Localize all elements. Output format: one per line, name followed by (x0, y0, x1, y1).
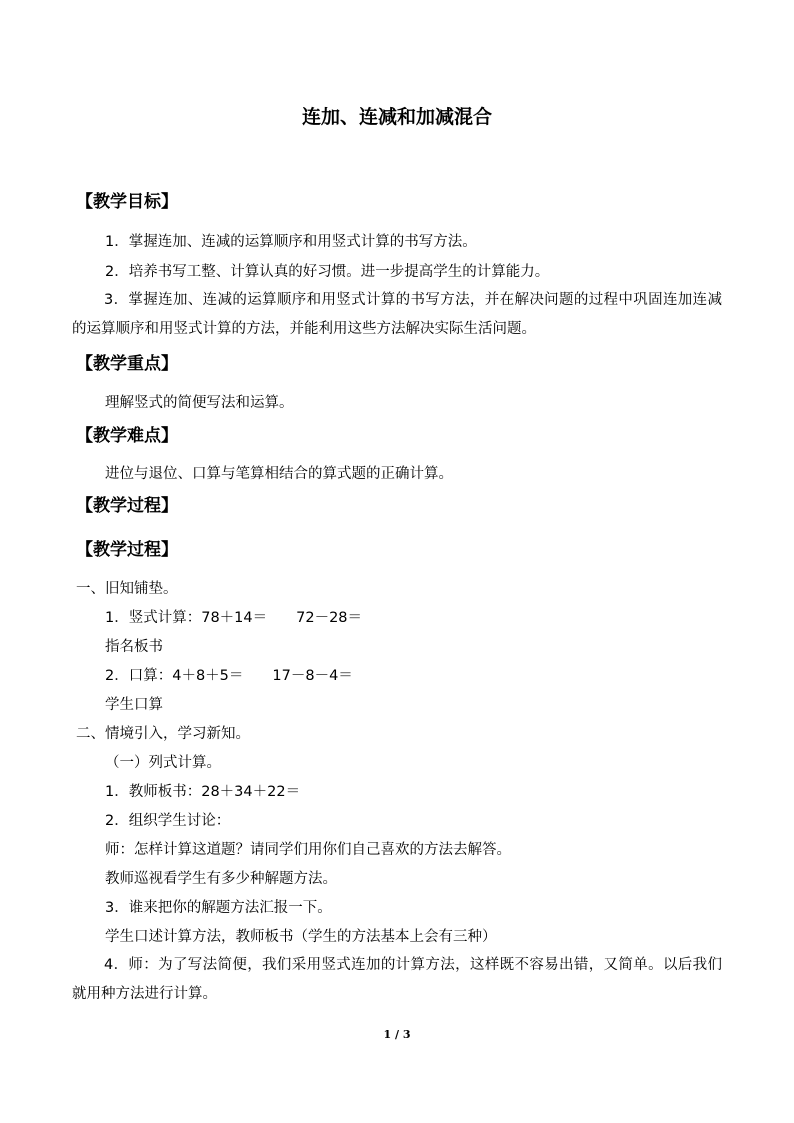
goal-item-1: 1．掌握连加、连减的运算顺序和用竖式计算的书写方法。 (105, 234, 477, 250)
part1-item1-note: 指名板书 (105, 639, 163, 655)
goal-item-2: 2．培养书写工整、计算认真的好习惯。进一步提高学生的计算能力。 (105, 264, 550, 280)
part1-title: 一、旧知铺垫。 (76, 581, 178, 597)
goal-item-3: 3．掌握连加、连减的运算顺序和用竖式计算的书写方法，并在解决问题的过程中巩固连加连减的运算顺序和用竖式计算的方法，并能利用这些方法解决实际生活问题。 (72, 292, 722, 337)
heading-teaching-difficulty: 【教学难点】 (76, 426, 178, 446)
part2-item2: 2．组织学生讨论： (105, 813, 231, 829)
part2-item1: 1．教师板书：28＋34＋22＝ (105, 784, 301, 800)
part2-note-1: 教师巡视看学生有多少种解题方法。 (105, 871, 337, 887)
part2-note-2: 学生口述计算方法，教师板书（学生的方法基本上会有三种） (105, 929, 497, 945)
part2-title: 二、情境引入，学习新知。 (76, 726, 250, 742)
difficulty-text: 进位与退位、口算与笔算相结合的算式题的正确计算。 (105, 466, 453, 482)
part2-item4: 4．师：为了写法简便，我们采用竖式连加的计算方法，这样既不容易出错，又简单。以后我们就用种方法进行计算。 (72, 957, 722, 1002)
heading-teaching-goals: 【教学目标】 (76, 192, 178, 212)
heading-teaching-focus: 【教学重点】 (76, 354, 178, 374)
part1-item1: 1．竖式计算：78＋14＝ 72－28＝ (105, 610, 363, 626)
part2-subtitle-1: （一）列式计算。 (105, 755, 221, 771)
part1-item2: 2．口算：4＋8＋5＝ 17－8－4＝ (105, 668, 353, 684)
focus-text: 理解竖式的简便写法和运算。 (105, 395, 294, 411)
part1-item2-note: 学生口算 (105, 697, 163, 713)
page-number: 1 / 3 (383, 1028, 411, 1041)
part2-item3: 3．谁来把你的解题方法汇报一下。 (105, 900, 332, 916)
heading-teaching-process-2: 【教学过程】 (76, 540, 178, 560)
document-title: 连加、连减和加减混合 (301, 106, 492, 128)
part2-teacher-question: 师：怎样计算这道题？请同学们用你们自己喜欢的方法去解答。 (105, 842, 511, 858)
heading-teaching-process-1: 【教学过程】 (76, 496, 178, 516)
